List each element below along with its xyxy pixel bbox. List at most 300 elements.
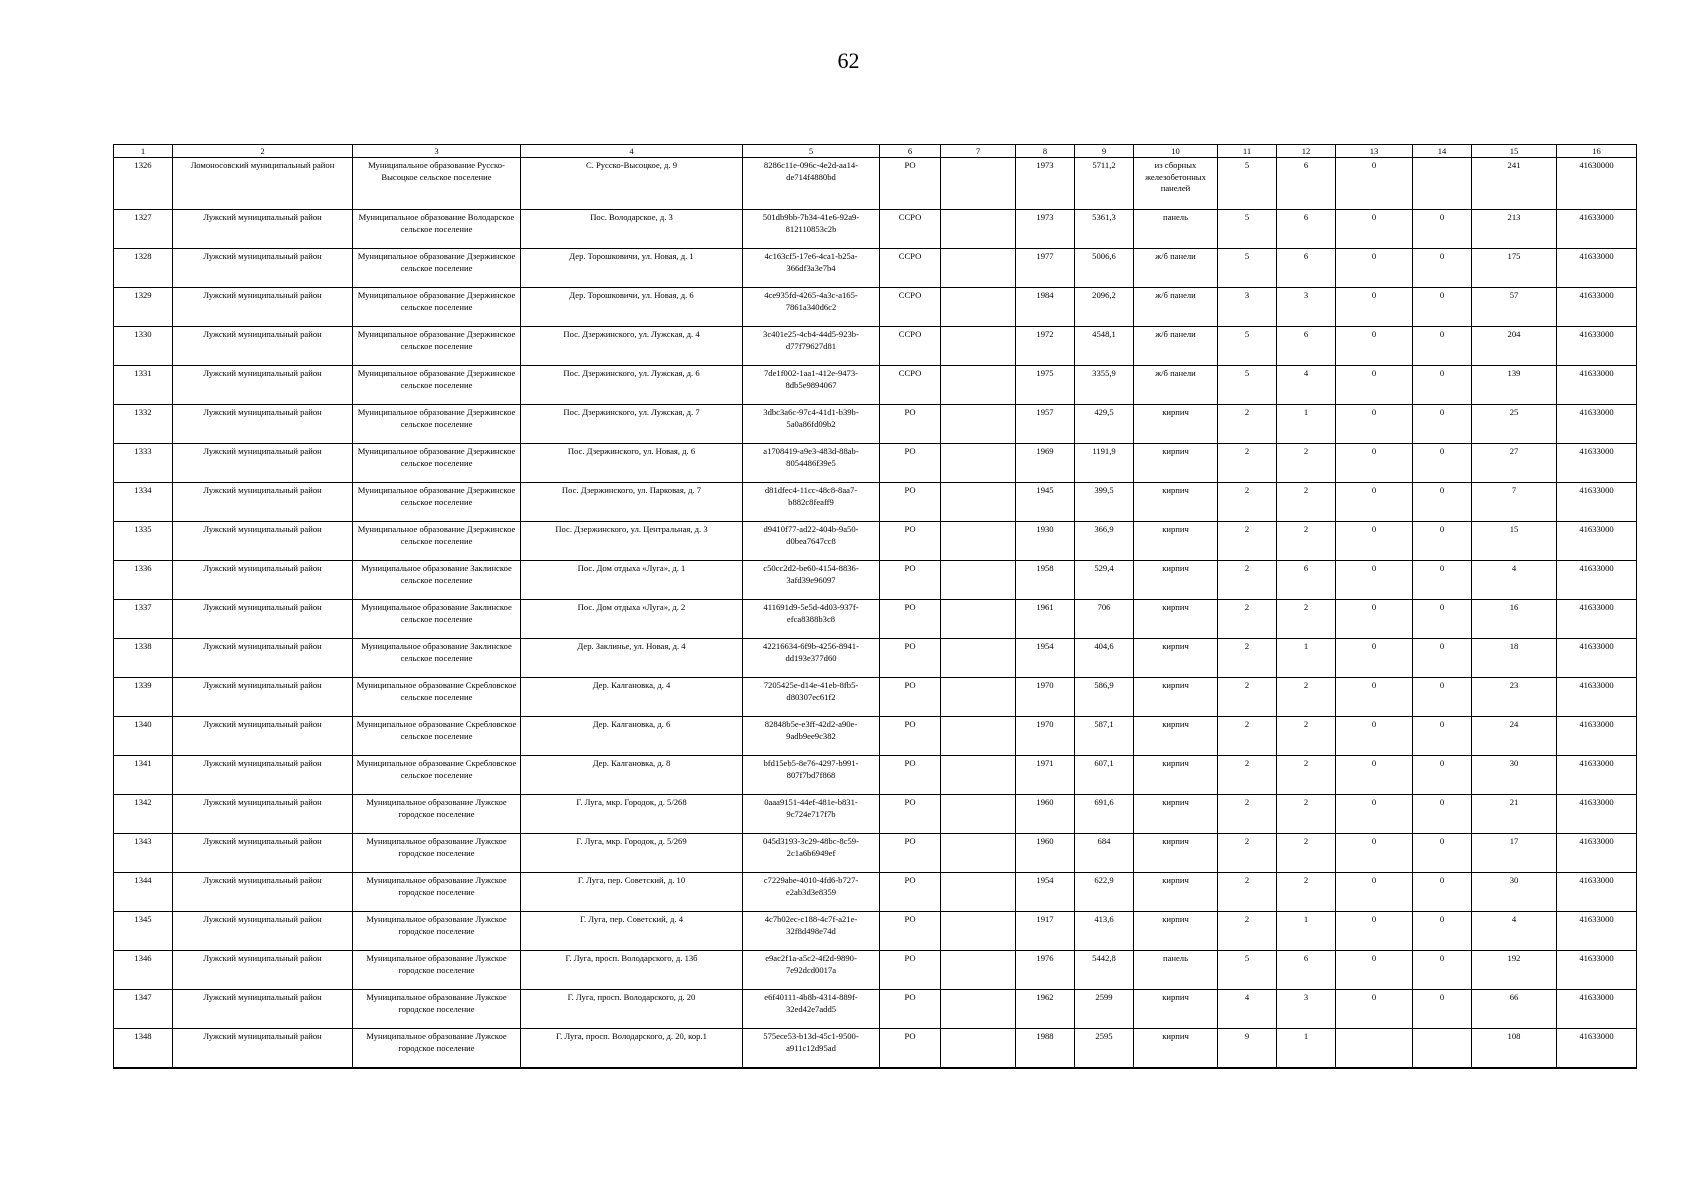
- row-number-cell: 1342: [114, 795, 173, 834]
- residents-cell: 16: [1472, 600, 1557, 639]
- count-b-cell: 0: [1413, 249, 1472, 288]
- table-row: [114, 912, 1637, 951]
- residents-cell: 21: [1472, 795, 1557, 834]
- row-number-cell: 1326: [114, 158, 173, 210]
- column-number-row: [114, 145, 1637, 158]
- row-number-cell: 1333: [114, 444, 173, 483]
- year-cell: 1961: [1016, 600, 1075, 639]
- guid-cell: c7229abe-4010-4fd6-b727-e2ab3d3e8359: [743, 873, 880, 912]
- blank-cell: [941, 678, 1016, 717]
- table-row: [114, 522, 1637, 561]
- blank-cell: [941, 483, 1016, 522]
- year-cell: 1962: [1016, 990, 1075, 1029]
- district-cell: Ломоносовский муниципальный район: [173, 158, 353, 210]
- district-cell: Лужский муниципальный район: [173, 444, 353, 483]
- entrances-cell: 1: [1277, 1029, 1336, 1068]
- guid-cell: 7205425e-d14e-41eb-8fb5-d80307ec61f2: [743, 678, 880, 717]
- row-number-cell: 1346: [114, 951, 173, 990]
- oktmo-cell: 41633000: [1557, 600, 1637, 639]
- wall-material-cell: кирпич: [1134, 717, 1218, 756]
- district-cell: Лужский муниципальный район: [173, 561, 353, 600]
- district-cell: Лужский муниципальный район: [173, 600, 353, 639]
- floors-cell: 9: [1218, 1029, 1277, 1068]
- table-row: [114, 717, 1637, 756]
- column-header: 3: [353, 145, 521, 158]
- blank-cell: [941, 795, 1016, 834]
- blank-cell: [941, 288, 1016, 327]
- entrances-cell: 3: [1277, 288, 1336, 327]
- floors-cell: 2: [1218, 561, 1277, 600]
- row-number-cell: 1336: [114, 561, 173, 600]
- blank-cell: [941, 912, 1016, 951]
- year-cell: 1945: [1016, 483, 1075, 522]
- entrances-cell: 2: [1277, 873, 1336, 912]
- entrances-cell: 2: [1277, 795, 1336, 834]
- row-number-cell: 1340: [114, 717, 173, 756]
- oktmo-cell: 41633000: [1557, 834, 1637, 873]
- floors-cell: 5: [1218, 249, 1277, 288]
- year-cell: 1970: [1016, 678, 1075, 717]
- year-cell: 1930: [1016, 522, 1075, 561]
- guid-cell: 7de1f002-1aa1-412e-9473-8db5e9894067: [743, 366, 880, 405]
- district-cell: Лужский муниципальный район: [173, 1029, 353, 1068]
- municipality-cell: Муниципальное образование Скребловское сельское поселение: [353, 678, 521, 717]
- table-row: [114, 405, 1637, 444]
- table-row: [114, 444, 1637, 483]
- area-cell: 366,9: [1075, 522, 1134, 561]
- count-a-cell: 0: [1336, 756, 1413, 795]
- blank-cell: [941, 990, 1016, 1029]
- municipality-cell: Муниципальное образование Дзержинское сельское поселение: [353, 288, 521, 327]
- district-cell: Лужский муниципальный район: [173, 327, 353, 366]
- area-cell: 529,4: [1075, 561, 1134, 600]
- floors-cell: 2: [1218, 444, 1277, 483]
- wall-material-cell: ж/б панели: [1134, 366, 1218, 405]
- year-cell: 1954: [1016, 873, 1075, 912]
- guid-cell: 045d3193-3c29-48bc-8c59-2c1a6b6949ef: [743, 834, 880, 873]
- management-type-cell: РО: [880, 912, 941, 951]
- management-type-cell: ССРО: [880, 327, 941, 366]
- year-cell: 1976: [1016, 951, 1075, 990]
- count-b-cell: [1413, 158, 1472, 210]
- housing-register-table: [113, 144, 1637, 1069]
- municipality-cell: Муниципальное образование Лужское городское поселение: [353, 834, 521, 873]
- count-b-cell: 0: [1413, 756, 1472, 795]
- address-cell: С. Русско-Высоцкое, д. 9: [521, 158, 743, 210]
- address-cell: Дер. Заклинье, ул. Новая, д. 4: [521, 639, 743, 678]
- municipality-cell: Муниципальное образование Дзержинское сельское поселение: [353, 366, 521, 405]
- count-a-cell: 0: [1336, 327, 1413, 366]
- column-header: 10: [1134, 145, 1218, 158]
- row-number-cell: 1341: [114, 756, 173, 795]
- oktmo-cell: 41633000: [1557, 483, 1637, 522]
- entrances-cell: 2: [1277, 522, 1336, 561]
- blank-cell: [941, 639, 1016, 678]
- year-cell: 1973: [1016, 158, 1075, 210]
- district-cell: Лужский муниципальный район: [173, 678, 353, 717]
- table-row: [114, 951, 1637, 990]
- address-cell: Г. Луга, просп. Володарского, д. 13б: [521, 951, 743, 990]
- count-b-cell: 0: [1413, 561, 1472, 600]
- year-cell: 1984: [1016, 288, 1075, 327]
- oktmo-cell: 41633000: [1557, 522, 1637, 561]
- wall-material-cell: ж/б панели: [1134, 249, 1218, 288]
- column-header: 4: [521, 145, 743, 158]
- management-type-cell: РО: [880, 1029, 941, 1068]
- residents-cell: 192: [1472, 951, 1557, 990]
- blank-cell: [941, 366, 1016, 405]
- area-cell: 413,6: [1075, 912, 1134, 951]
- district-cell: Лужский муниципальный район: [173, 210, 353, 249]
- count-b-cell: 0: [1413, 873, 1472, 912]
- count-b-cell: 0: [1413, 717, 1472, 756]
- table-row: [114, 158, 1637, 210]
- count-b-cell: 0: [1413, 288, 1472, 327]
- management-type-cell: РО: [880, 717, 941, 756]
- management-type-cell: РО: [880, 951, 941, 990]
- floors-cell: 5: [1218, 951, 1277, 990]
- column-header: 13: [1336, 145, 1413, 158]
- municipality-cell: Муниципальное образование Заклинское сельское поселение: [353, 600, 521, 639]
- residents-cell: 66: [1472, 990, 1557, 1029]
- count-b-cell: 0: [1413, 678, 1472, 717]
- column-header: 14: [1413, 145, 1472, 158]
- entrances-cell: 6: [1277, 210, 1336, 249]
- entrances-cell: 2: [1277, 444, 1336, 483]
- management-type-cell: ССРО: [880, 366, 941, 405]
- area-cell: 404,6: [1075, 639, 1134, 678]
- municipality-cell: Муниципальное образование Дзержинское сельское поселение: [353, 327, 521, 366]
- row-number-cell: 1327: [114, 210, 173, 249]
- blank-cell: [941, 158, 1016, 210]
- area-cell: 607,1: [1075, 756, 1134, 795]
- management-type-cell: ССРО: [880, 210, 941, 249]
- row-number-cell: 1345: [114, 912, 173, 951]
- year-cell: 1969: [1016, 444, 1075, 483]
- district-cell: Лужский муниципальный район: [173, 912, 353, 951]
- table-row: [114, 600, 1637, 639]
- blank-cell: [941, 249, 1016, 288]
- management-type-cell: РО: [880, 795, 941, 834]
- count-a-cell: 0: [1336, 483, 1413, 522]
- area-cell: 684: [1075, 834, 1134, 873]
- oktmo-cell: 41633000: [1557, 1029, 1637, 1068]
- address-cell: Пос. Володарское, д. 3: [521, 210, 743, 249]
- table-row: [114, 834, 1637, 873]
- district-cell: Лужский муниципальный район: [173, 483, 353, 522]
- column-header: 5: [743, 145, 880, 158]
- address-cell: Дер. Калгановка, д. 6: [521, 717, 743, 756]
- wall-material-cell: кирпич: [1134, 1029, 1218, 1068]
- address-cell: Г. Луга, просп. Володарского, д. 20: [521, 990, 743, 1029]
- count-b-cell: 0: [1413, 366, 1472, 405]
- table-row: [114, 210, 1637, 249]
- row-number-cell: 1332: [114, 405, 173, 444]
- count-a-cell: 0: [1336, 639, 1413, 678]
- entrances-cell: 2: [1277, 483, 1336, 522]
- management-type-cell: РО: [880, 756, 941, 795]
- residents-cell: 213: [1472, 210, 1557, 249]
- area-cell: 1191,9: [1075, 444, 1134, 483]
- wall-material-cell: кирпич: [1134, 483, 1218, 522]
- count-b-cell: 0: [1413, 210, 1472, 249]
- wall-material-cell: кирпич: [1134, 600, 1218, 639]
- guid-cell: e6f40111-4b8b-4314-889f-32ed42e7add5: [743, 990, 880, 1029]
- guid-cell: a1708419-a9e3-483d-88ab-8054486f39e5: [743, 444, 880, 483]
- residents-cell: 7: [1472, 483, 1557, 522]
- management-type-cell: РО: [880, 678, 941, 717]
- address-cell: Г. Луга, пер. Советский, д. 4: [521, 912, 743, 951]
- oktmo-cell: 41633000: [1557, 444, 1637, 483]
- count-b-cell: 0: [1413, 951, 1472, 990]
- oktmo-cell: 41633000: [1557, 951, 1637, 990]
- column-header: 8: [1016, 145, 1075, 158]
- year-cell: 1972: [1016, 327, 1075, 366]
- municipality-cell: Муниципальное образование Лужское городское поселение: [353, 951, 521, 990]
- floors-cell: 2: [1218, 483, 1277, 522]
- address-cell: Пос. Дзержинского, ул. Парковая, д. 7: [521, 483, 743, 522]
- entrances-cell: 1: [1277, 912, 1336, 951]
- area-cell: 5711,2: [1075, 158, 1134, 210]
- guid-cell: d81dfec4-11cc-48c8-8aa7-b882c8feaff9: [743, 483, 880, 522]
- row-number-cell: 1329: [114, 288, 173, 327]
- oktmo-cell: 41633000: [1557, 210, 1637, 249]
- count-a-cell: 0: [1336, 288, 1413, 327]
- table-row: [114, 756, 1637, 795]
- area-cell: 706: [1075, 600, 1134, 639]
- blank-cell: [941, 405, 1016, 444]
- year-cell: 1958: [1016, 561, 1075, 600]
- entrances-cell: 6: [1277, 561, 1336, 600]
- row-number-cell: 1328: [114, 249, 173, 288]
- row-number-cell: 1338: [114, 639, 173, 678]
- floors-cell: 2: [1218, 639, 1277, 678]
- address-cell: Г. Луга, мкр. Городок, д. 5/269: [521, 834, 743, 873]
- address-cell: Дер. Торошковичи, ул. Новая, д. 1: [521, 249, 743, 288]
- municipality-cell: Муниципальное образование Лужское городское поселение: [353, 912, 521, 951]
- floors-cell: 2: [1218, 795, 1277, 834]
- count-a-cell: 0: [1336, 717, 1413, 756]
- row-number-cell: 1335: [114, 522, 173, 561]
- residents-cell: 18: [1472, 639, 1557, 678]
- entrances-cell: 6: [1277, 951, 1336, 990]
- management-type-cell: РО: [880, 405, 941, 444]
- district-cell: Лужский муниципальный район: [173, 795, 353, 834]
- address-cell: Дер. Калгановка, д. 4: [521, 678, 743, 717]
- wall-material-cell: кирпич: [1134, 639, 1218, 678]
- count-a-cell: 0: [1336, 990, 1413, 1029]
- residents-cell: 15: [1472, 522, 1557, 561]
- wall-material-cell: панель: [1134, 951, 1218, 990]
- row-number-cell: 1331: [114, 366, 173, 405]
- municipality-cell: Муниципальное образование Лужское городское поселение: [353, 990, 521, 1029]
- row-number-cell: 1348: [114, 1029, 173, 1068]
- table-row: [114, 639, 1637, 678]
- district-cell: Лужский муниципальный район: [173, 288, 353, 327]
- count-b-cell: 0: [1413, 444, 1472, 483]
- table-row: [114, 288, 1637, 327]
- guid-cell: 0aaa9151-44ef-481e-b831-9c724e717f7b: [743, 795, 880, 834]
- floors-cell: 2: [1218, 756, 1277, 795]
- column-header: 7: [941, 145, 1016, 158]
- municipality-cell: Муниципальное образование Дзержинское сельское поселение: [353, 405, 521, 444]
- row-number-cell: 1339: [114, 678, 173, 717]
- entrances-cell: 3: [1277, 990, 1336, 1029]
- column-header: 12: [1277, 145, 1336, 158]
- floors-cell: 2: [1218, 600, 1277, 639]
- guid-cell: 501db9bb-7b34-41e6-92a9-812110853c2b: [743, 210, 880, 249]
- oktmo-cell: 41633000: [1557, 366, 1637, 405]
- count-b-cell: 0: [1413, 600, 1472, 639]
- municipality-cell: Муниципальное образование Володарское сельское поселение: [353, 210, 521, 249]
- blank-cell: [941, 873, 1016, 912]
- residents-cell: 139: [1472, 366, 1557, 405]
- row-number-cell: 1347: [114, 990, 173, 1029]
- wall-material-cell: кирпич: [1134, 795, 1218, 834]
- table-row: [114, 678, 1637, 717]
- table-row: [114, 483, 1637, 522]
- count-a-cell: 0: [1336, 951, 1413, 990]
- blank-cell: [941, 522, 1016, 561]
- area-cell: 399,5: [1075, 483, 1134, 522]
- residents-cell: 4: [1472, 912, 1557, 951]
- area-cell: 429,5: [1075, 405, 1134, 444]
- count-a-cell: 0: [1336, 678, 1413, 717]
- guid-cell: 42216634-6f9b-4256-8941-dd193e377d60: [743, 639, 880, 678]
- count-a-cell: 0: [1336, 444, 1413, 483]
- table-row: [114, 795, 1637, 834]
- area-cell: 622,9: [1075, 873, 1134, 912]
- address-cell: Пос. Дзержинского, ул. Лужская, д. 4: [521, 327, 743, 366]
- count-a-cell: 0: [1336, 522, 1413, 561]
- count-a-cell: 0: [1336, 249, 1413, 288]
- floors-cell: 2: [1218, 405, 1277, 444]
- municipality-cell: Муниципальное образование Заклинское сельское поселение: [353, 561, 521, 600]
- blank-cell: [941, 210, 1016, 249]
- year-cell: 1957: [1016, 405, 1075, 444]
- municipality-cell: Муниципальное образование Дзержинское сельское поселение: [353, 444, 521, 483]
- address-cell: Дер. Калгановка, д. 8: [521, 756, 743, 795]
- district-cell: Лужский муниципальный район: [173, 990, 353, 1029]
- municipality-cell: Муниципальное образование Скребловское сельское поселение: [353, 756, 521, 795]
- oktmo-cell: 41633000: [1557, 795, 1637, 834]
- guid-cell: 8286c11e-096c-4e2d-aa14-de714f4880bd: [743, 158, 880, 210]
- guid-cell: 3c401e25-4cb4-44d5-923b-d77f79627d81: [743, 327, 880, 366]
- count-a-cell: 0: [1336, 834, 1413, 873]
- management-type-cell: ССРО: [880, 249, 941, 288]
- address-cell: Пос. Дзержинского, ул. Центральная, д. 3: [521, 522, 743, 561]
- count-b-cell: 0: [1413, 912, 1472, 951]
- municipality-cell: Муниципальное образование Заклинское сельское поселение: [353, 639, 521, 678]
- oktmo-cell: 41633000: [1557, 717, 1637, 756]
- oktmo-cell: 41633000: [1557, 288, 1637, 327]
- guid-cell: c50cc2d2-be60-4154-8836-3afd39e96097: [743, 561, 880, 600]
- municipality-cell: Муниципальное образование Лужское городское поселение: [353, 873, 521, 912]
- row-number-cell: 1334: [114, 483, 173, 522]
- management-type-cell: РО: [880, 483, 941, 522]
- management-type-cell: ССРО: [880, 288, 941, 327]
- area-cell: 586,9: [1075, 678, 1134, 717]
- year-cell: 1960: [1016, 834, 1075, 873]
- year-cell: 1954: [1016, 639, 1075, 678]
- table-row: [114, 561, 1637, 600]
- wall-material-cell: кирпич: [1134, 756, 1218, 795]
- wall-material-cell: кирпич: [1134, 678, 1218, 717]
- entrances-cell: 2: [1277, 834, 1336, 873]
- count-a-cell: 0: [1336, 561, 1413, 600]
- address-cell: Пос. Дзержинского, ул. Лужская, д. 6: [521, 366, 743, 405]
- municipality-cell: Муниципальное образование Дзержинское сельское поселение: [353, 483, 521, 522]
- residents-cell: 4: [1472, 561, 1557, 600]
- address-cell: Пос. Дом отдыха «Луга», д. 1: [521, 561, 743, 600]
- column-header: 9: [1075, 145, 1134, 158]
- residents-cell: 17: [1472, 834, 1557, 873]
- floors-cell: 2: [1218, 678, 1277, 717]
- guid-cell: e9ac2f1a-a5c2-4f2d-9890-7e92dcd0017a: [743, 951, 880, 990]
- floors-cell: 2: [1218, 834, 1277, 873]
- oktmo-cell: 41633000: [1557, 405, 1637, 444]
- municipality-cell: Муниципальное образование Дзержинское сельское поселение: [353, 522, 521, 561]
- floors-cell: 3: [1218, 288, 1277, 327]
- management-type-cell: РО: [880, 873, 941, 912]
- address-cell: Дер. Торошковичи, ул. Новая, д. 6: [521, 288, 743, 327]
- year-cell: 1971: [1016, 756, 1075, 795]
- floors-cell: 5: [1218, 158, 1277, 210]
- blank-cell: [941, 600, 1016, 639]
- residents-cell: 30: [1472, 873, 1557, 912]
- area-cell: 5442,8: [1075, 951, 1134, 990]
- guid-cell: d9410f77-ad22-404b-9a50-d0bea7647cc8: [743, 522, 880, 561]
- oktmo-cell: 41633000: [1557, 678, 1637, 717]
- district-cell: Лужский муниципальный район: [173, 639, 353, 678]
- entrances-cell: 4: [1277, 366, 1336, 405]
- management-type-cell: РО: [880, 522, 941, 561]
- district-cell: Лужский муниципальный район: [173, 366, 353, 405]
- count-a-cell: [1336, 1029, 1413, 1068]
- year-cell: 1973: [1016, 210, 1075, 249]
- management-type-cell: РО: [880, 990, 941, 1029]
- entrances-cell: 2: [1277, 717, 1336, 756]
- table-row: [114, 366, 1637, 405]
- area-cell: 2595: [1075, 1029, 1134, 1068]
- wall-material-cell: кирпич: [1134, 444, 1218, 483]
- address-cell: Г. Луга, просп. Володарского, д. 20, кор.1: [521, 1029, 743, 1068]
- count-a-cell: 0: [1336, 795, 1413, 834]
- entrances-cell: 6: [1277, 327, 1336, 366]
- area-cell: 2096,2: [1075, 288, 1134, 327]
- row-number-cell: 1344: [114, 873, 173, 912]
- entrances-cell: 1: [1277, 405, 1336, 444]
- count-a-cell: 0: [1336, 912, 1413, 951]
- wall-material-cell: кирпич: [1134, 522, 1218, 561]
- count-a-cell: 0: [1336, 210, 1413, 249]
- table-row: [114, 873, 1637, 912]
- wall-material-cell: кирпич: [1134, 834, 1218, 873]
- residents-cell: 57: [1472, 288, 1557, 327]
- district-cell: Лужский муниципальный район: [173, 249, 353, 288]
- management-type-cell: РО: [880, 639, 941, 678]
- floors-cell: 2: [1218, 912, 1277, 951]
- year-cell: 1988: [1016, 1029, 1075, 1068]
- oktmo-cell: 41633000: [1557, 639, 1637, 678]
- row-number-cell: 1337: [114, 600, 173, 639]
- wall-material-cell: ж/б панели: [1134, 327, 1218, 366]
- table-row: [114, 327, 1637, 366]
- entrances-cell: 2: [1277, 600, 1336, 639]
- management-type-cell: РО: [880, 834, 941, 873]
- row-number-cell: 1343: [114, 834, 173, 873]
- blank-cell: [941, 756, 1016, 795]
